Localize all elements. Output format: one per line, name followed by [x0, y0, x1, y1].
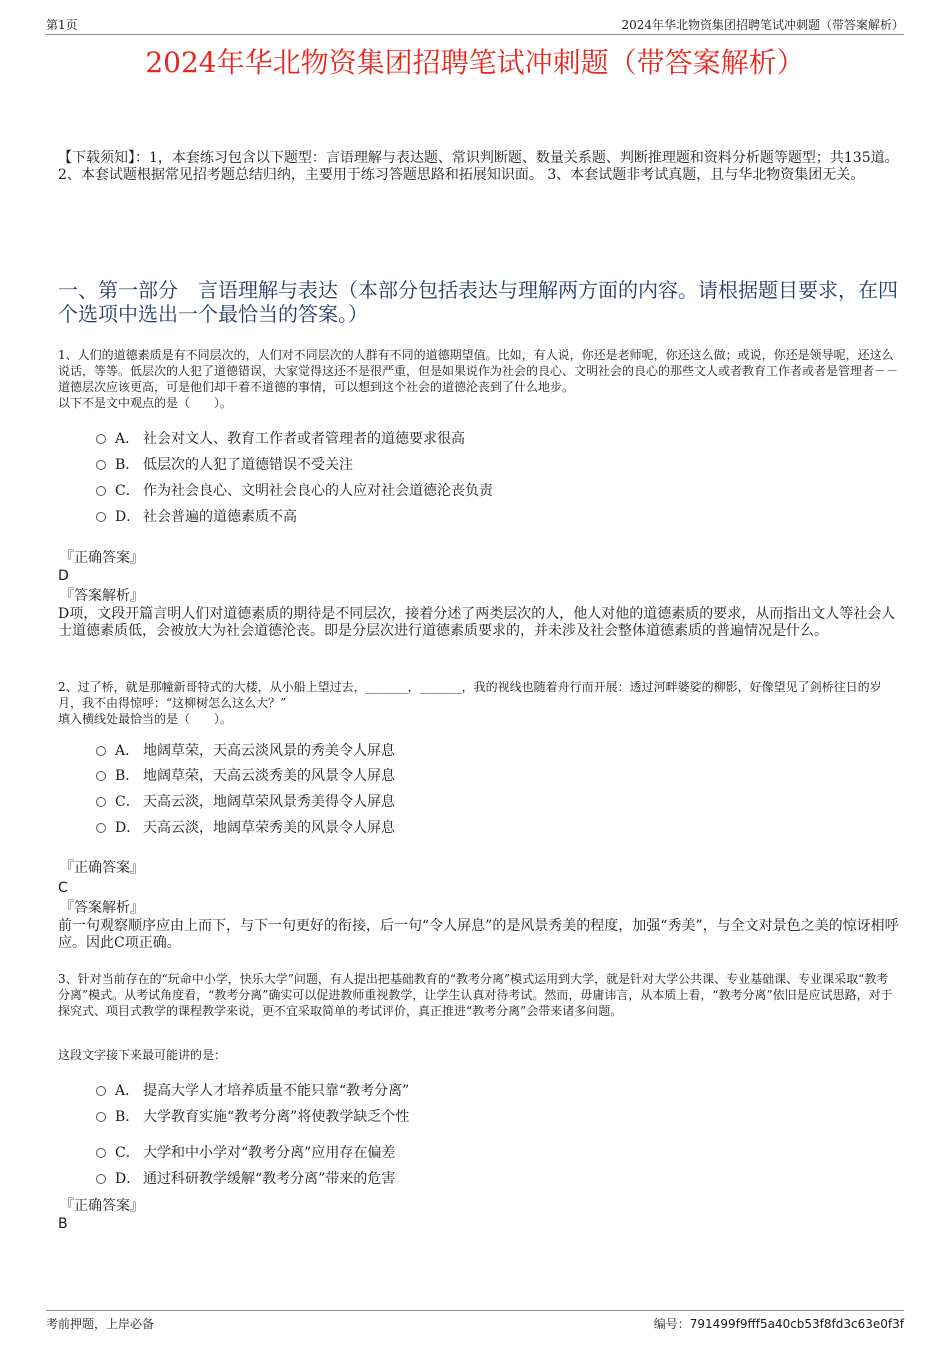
radio-icon[interactable] — [96, 1086, 106, 1096]
question-2-answer: C — [58, 880, 68, 896]
question-3-stem: 3、针对当前存在的“玩命中小学，快乐大学”问题，有人提出把基础教育的“教考分离”模式运用到大学，就是针对大学公共课、专业基础课、专业课采取“教考分离”模式。从考试角度看，“教考分离”确实可以促进教师重视教学，让学生认真对待考试。然而，毋庸讳言，从本质上看，“教考分离”依旧是应试思路，对于探究式、项目式教学的课程教学来说，更不宜采取简单的考试评价，真正推进“教考分离”会带来诸多问题。 — [58, 972, 893, 1018]
question-1-option-a[interactable]: A． 社会对文人、教育工作者或者管理者的道德要求很高 — [96, 430, 465, 448]
question-2-option-d[interactable]: D． 天高云淡，地阔草荣秀美的风景令人屏息 — [96, 819, 395, 837]
question-1-analysis-label: 『答案解析』 — [60, 588, 144, 604]
question-2-option-c[interactable]: C． 天高云淡，地阔草荣风景秀美得令人屏息 — [96, 793, 395, 811]
question-2-prompt: 填入横线处最恰当的是（ ）。 — [58, 712, 233, 726]
page-number: 第1页 — [46, 18, 78, 32]
question-2-analysis: 前一句观察顺序应由上而下，与下一句更好的衔接，后一句“令人屏息”的是风景秀美的程度，加强“秀美”，与全文对景色之美的惊讶相呼应。因此C项正确。 — [58, 918, 899, 951]
radio-icon[interactable] — [96, 1174, 106, 1184]
download-notice: 【下载须知】：1，本套练习包含以下题型：言语理解与表达题、常识判断题、数量关系题、判断推理题和资料分析题等题型；共135道。 2、本套试题根据常见招考题总结归纳，主要用于练习答题思路和拓展知识面。 3、本套试题非考试真题，且与华北物资集团无关。 — [58, 150, 899, 183]
question-2-option-a[interactable]: A． 地阔草荣，天高云淡风景的秀美令人屏息 — [96, 742, 395, 760]
question-2-analysis-label: 『答案解析』 — [60, 900, 144, 916]
question-1-stem: 1、人们的道德素质是有不同层次的，人们对不同层次的人群有不同的道德期望值。比如，有人说，你还是老师呢，你还这么做；或说，你还是领导呢，还这么说话，等等。低层次的人犯了道德错误，大家觉得这还不是很严重，但是如果说作为社会的良心、文明社会的良心的那些文人或者教育工作者或者是管理者－－道德层次应该更高，可是他们却干着不道德的事情，可以想到这个社会的道德沦丧到了什么地步。 以下不是文中观点的是（ ）。 — [58, 348, 899, 410]
question-2-stem: 2、过了桥，就是那幢新哥特式的大楼，从小船上望过去，_______，_______，我的视线也随着舟行而开展：透过河畔婆娑的柳影，好像望见了剑桥往日的岁月，我不由得惊呼：“这柳树怎么这么大？” 填入横线处最恰当的是（ ）。 — [58, 680, 882, 726]
radio-icon[interactable] — [96, 434, 106, 444]
question-3-answer-label: 『正确答案』 — [60, 1198, 144, 1214]
question-1-option-c[interactable]: C． 作为社会良心、文明社会良心的人应对社会道德沦丧负责 — [96, 482, 493, 500]
radio-icon[interactable] — [96, 1112, 106, 1122]
question-1-analysis: D项，文段开篇言明人们对道德素质的期待是不同层次，接着分述了两类层次的人，他人对他的道德素质的要求，从而指出文人等社会人士道德素质低，会被放大为社会道德沦丧。即是分层次进行道德素质要求的，并未涉及社会整体道德素质的普遍情况是什么。 — [58, 606, 896, 639]
question-3-option-a[interactable]: A． 提高大学人才培养质量不能只靠“教考分离” — [96, 1082, 409, 1100]
question-3-prompt: 这段文字接下来最可能讲的是： — [58, 1048, 227, 1062]
question-2-answer-label: 『正确答案』 — [60, 860, 144, 876]
radio-icon[interactable] — [96, 746, 106, 756]
section-title: 一、第一部分 言语理解与表达（本部分包括表达与理解两方面的内容。请根据题目要求，在四个选项中选出一个最恰当的答案。） — [58, 278, 898, 326]
question-3-option-c[interactable]: C． 大学和中小学对“教考分离”应用存在偏差 — [96, 1144, 395, 1162]
question-2-option-b[interactable]: B． 地阔草荣，天高云淡秀美的风景令人屏息 — [96, 767, 395, 785]
radio-icon[interactable] — [96, 486, 106, 496]
radio-icon[interactable] — [96, 771, 106, 781]
radio-icon[interactable] — [96, 460, 106, 470]
question-1-prompt: 以下不是文中观点的是（ ）。 — [58, 396, 233, 410]
radio-icon[interactable] — [96, 797, 106, 807]
radio-icon[interactable] — [96, 512, 106, 522]
question-1-option-b[interactable]: B． 低层次的人犯了道德错误不受关注 — [96, 456, 353, 474]
question-1-answer: D — [58, 568, 69, 584]
footer-code: 编号：791499f9fff5a40cb53f8fd3c63e0f3f — [653, 1317, 904, 1331]
radio-icon[interactable] — [96, 823, 106, 833]
radio-icon[interactable] — [96, 1148, 106, 1158]
footer-slogan: 考前押题，上岸必备 — [46, 1317, 155, 1331]
header-doc-title: 2024年华北物资集团招聘笔试冲刺题（带答案解析） — [621, 18, 904, 32]
question-3-answer: B — [58, 1216, 68, 1232]
question-3-option-b[interactable]: B． 大学教育实施“教考分离”将使教学缺乏个性 — [96, 1108, 409, 1126]
question-1-answer-label: 『正确答案』 — [60, 550, 144, 566]
page-footer — [46, 1310, 904, 1331]
page-header — [46, 16, 904, 35]
question-1-option-d[interactable]: D． 社会普遍的道德素质不高 — [96, 508, 297, 526]
document-title: 2024年华北物资集团招聘笔试冲刺题（带答案解析） — [145, 46, 805, 79]
question-3-option-d[interactable]: D． 通过科研教学缓解“教考分离”带来的危害 — [96, 1170, 395, 1188]
